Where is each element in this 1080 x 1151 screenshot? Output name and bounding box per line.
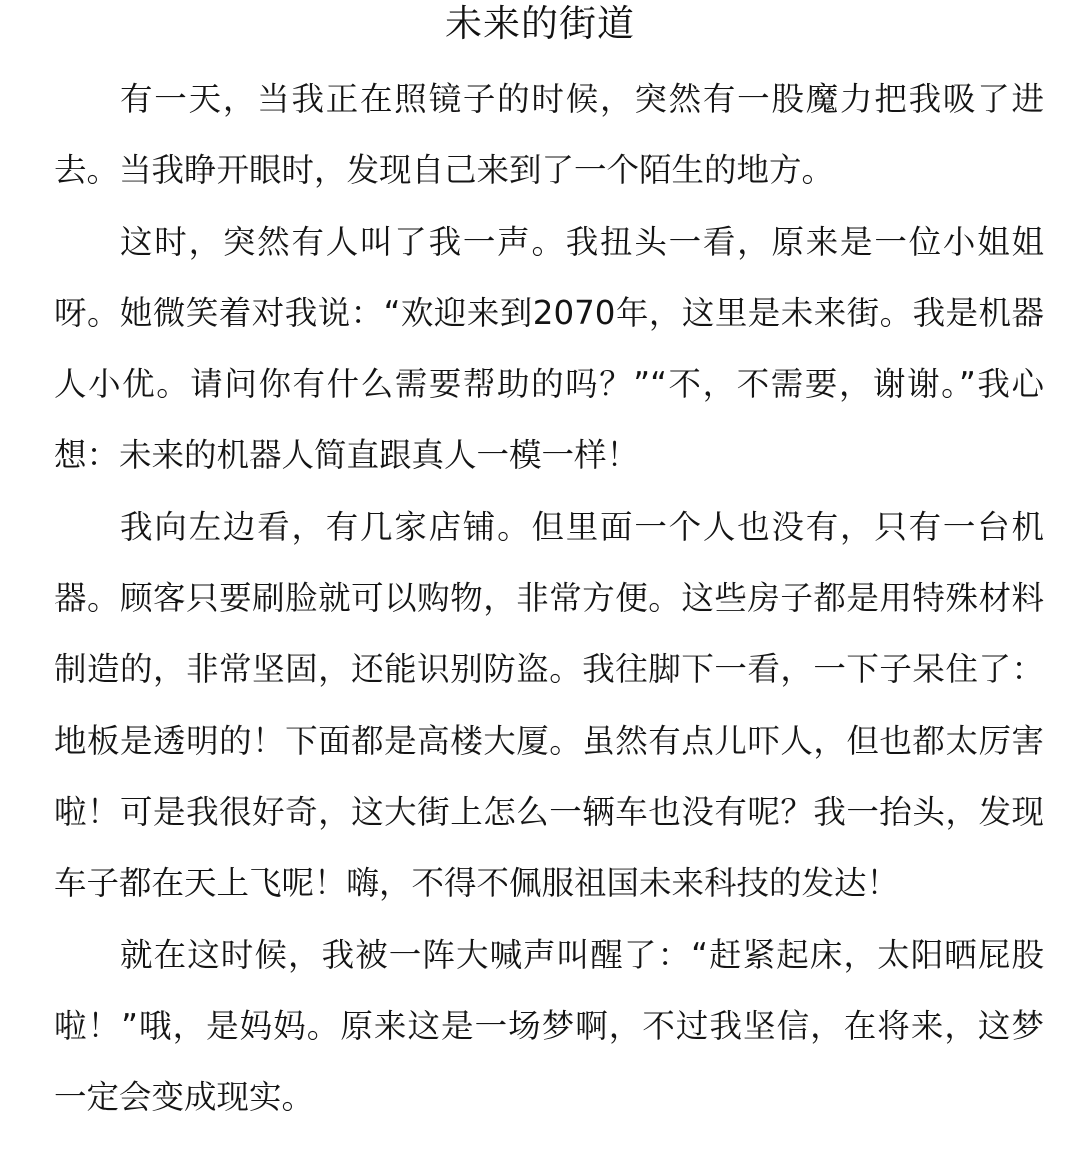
essay-body bbox=[54, 64, 1044, 1133]
essay-title: 未来的街道 bbox=[445, 2, 635, 45]
paragraph-2: 这时，突然有人叫了我一声。我扭头一看，原来是一位小姐姐呀。她微笑着对我说：“欢迎来到2070年，这里是未来街。我是机器人小优。请问你有什么需要帮助的吗？”“不，不需要，谢谢。”我心想：未来的机器人简直跟真人一模一样！ bbox=[54, 222, 1044, 475]
paragraph-3: 我向左边看，有几家店铺。但里面一个人也没有，只有一台机器。顾客只要刷脸就可以购物，非常方便。这些房子都是用特殊材料制造的，非常坚固，还能识别防盗。我往脚下一看，一下子呆住了：地板是透明的！下面都是高楼大厦。虽然有点儿吓人，但也都太厉害啦！可是我很好奇，这大街上怎么一辆车也没有呢？我一抬头，发现车子都在天上飞呢！嗨，不得不佩服祖国未来科技的发达！ bbox=[54, 507, 1044, 903]
paragraph-1: 有一天，当我正在照镜子的时候，突然有一股魔力把我吸了进去。当我睁开眼时，发现自己来到了一个陌生的地方。 bbox=[54, 80, 1044, 190]
paragraph-4: 就在这时候，我被一阵大喊声叫醒了：“赶紧起床，太阳晒屁股啦！”哦，是妈妈。原来这是一场梦啊，不过我坚信，在将来，这梦一定会变成现实。 bbox=[54, 935, 1044, 1117]
